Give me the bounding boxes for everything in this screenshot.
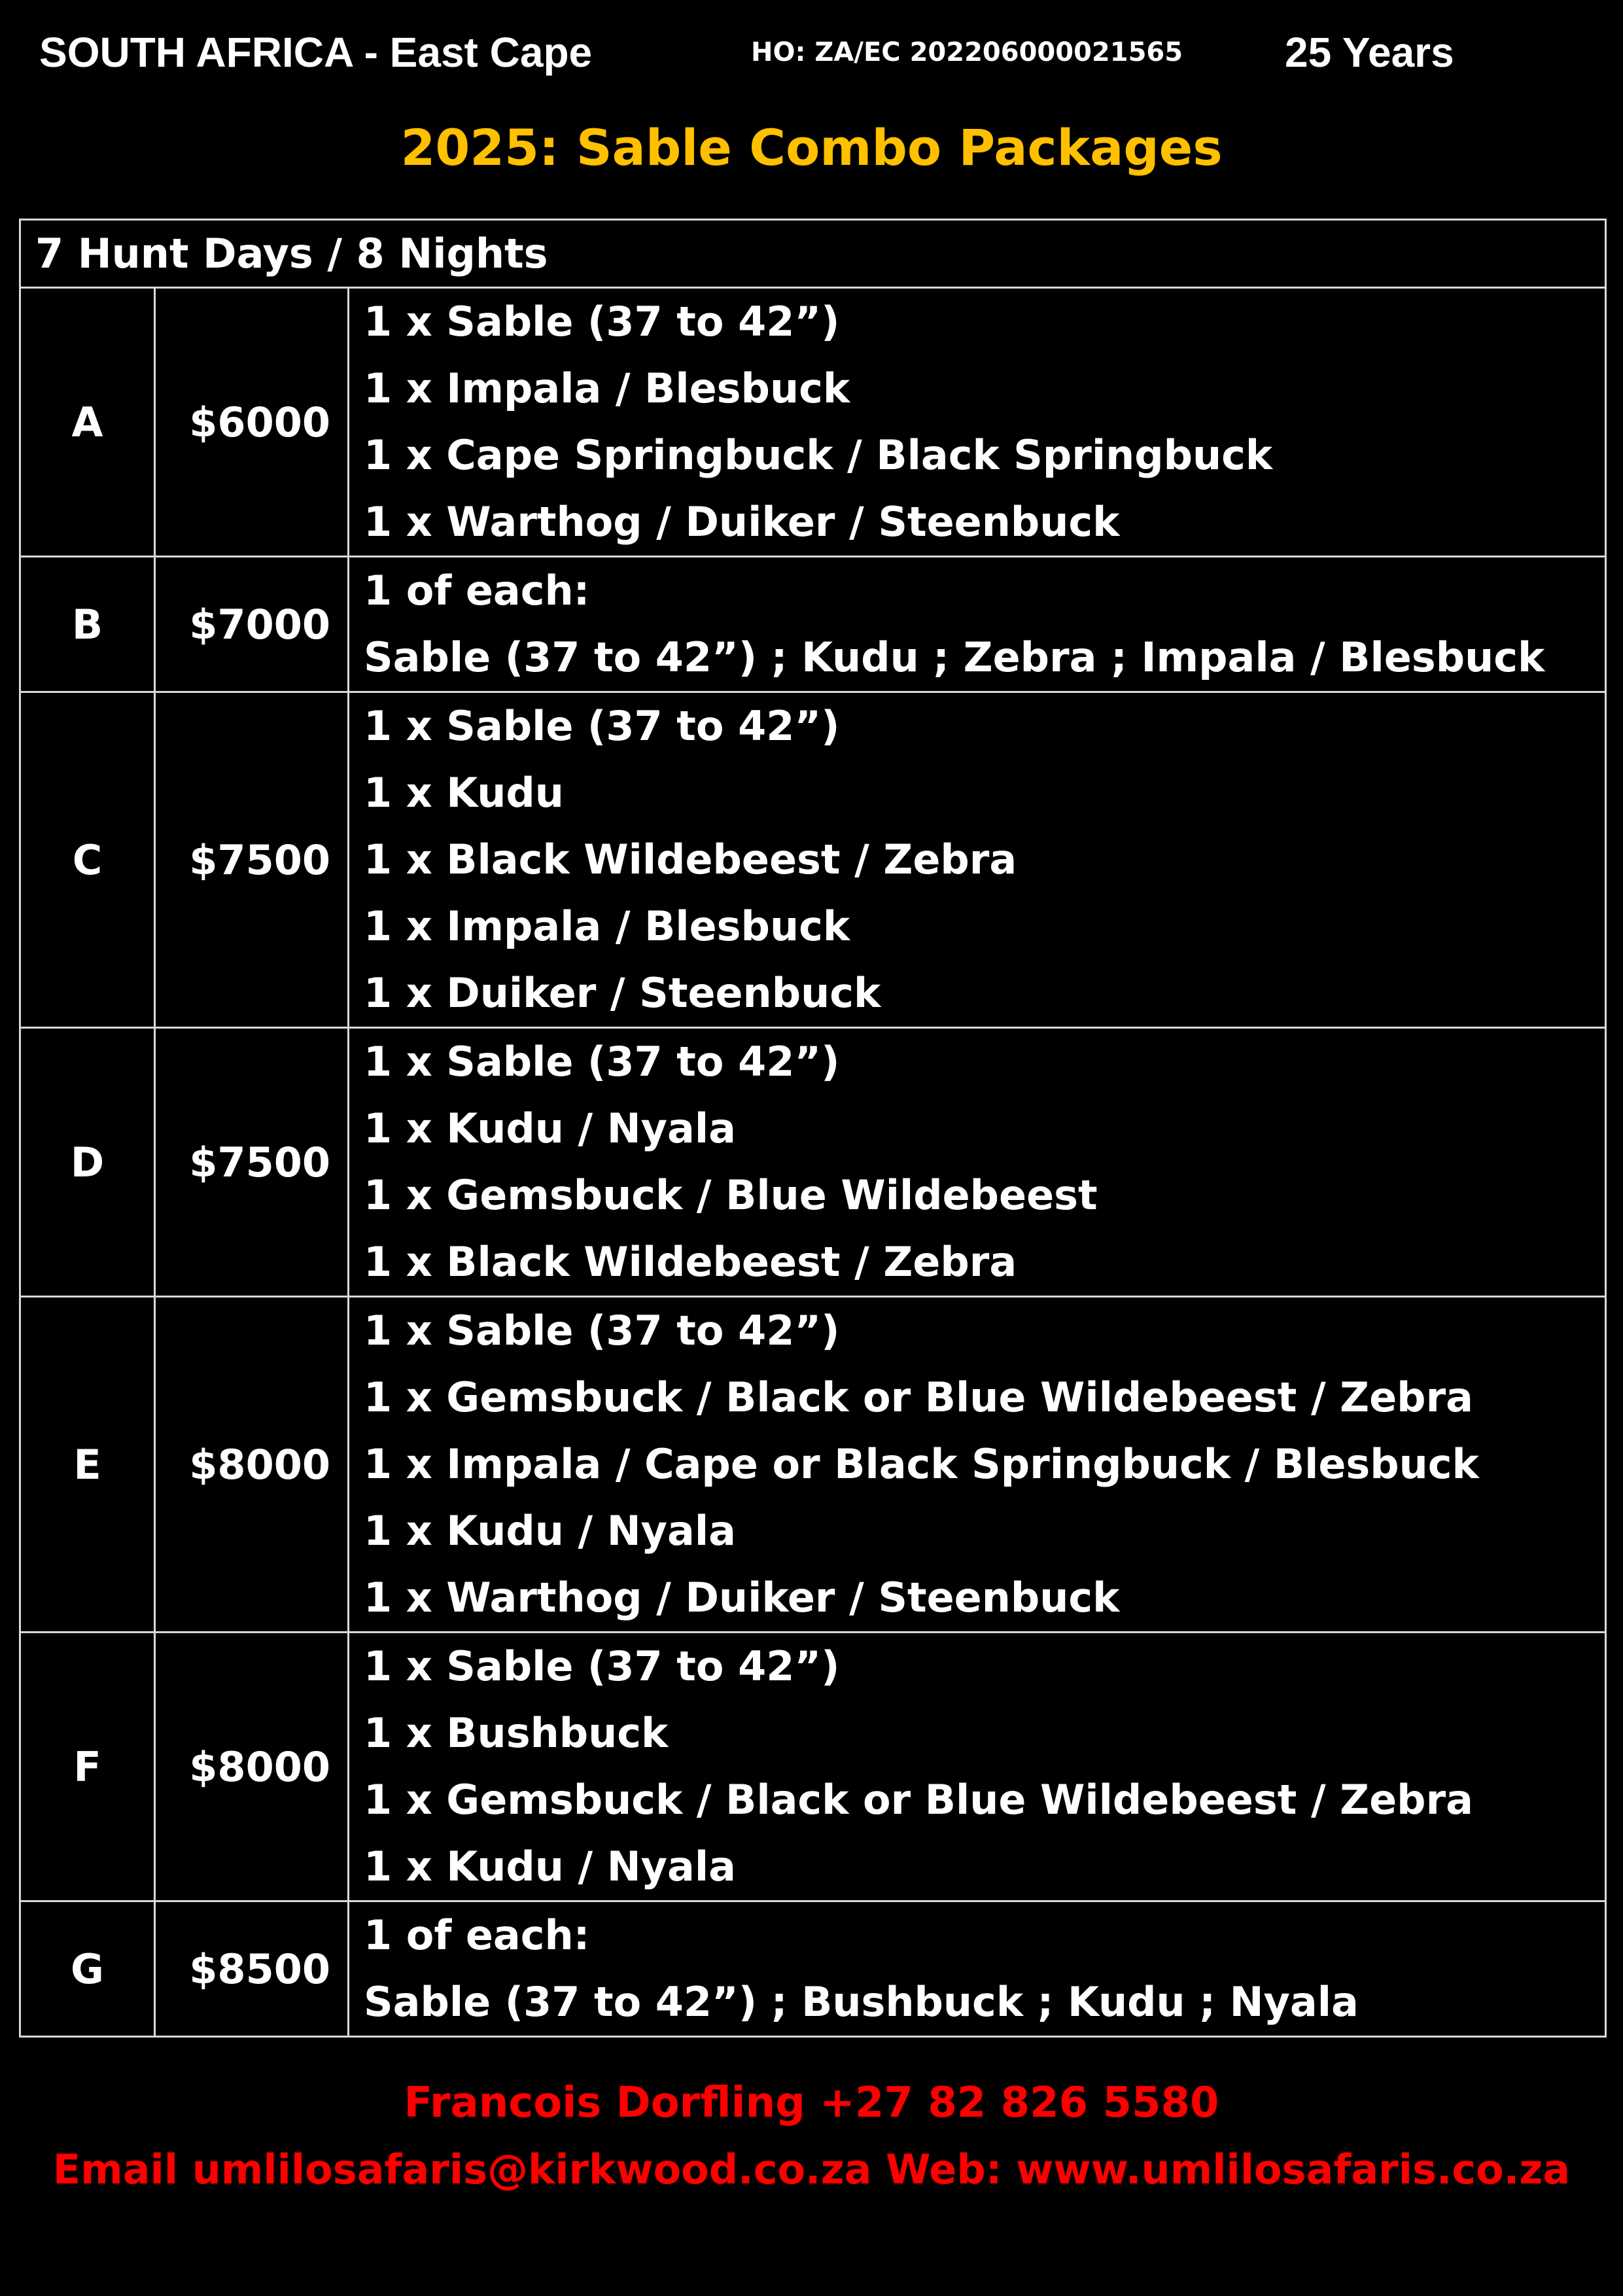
footer-email-web: Email umlilosafaris@kirkwood.co.za Web: www.umlilosafaris.co.za (52, 2146, 1571, 2193)
package-item-line: 1 x Impala / Blesbuck (364, 364, 850, 412)
package-item-line: Sable (37 to 42”) ; Bushbuck ; Kudu ; Nyala (364, 1978, 1359, 2026)
package-item-line: 1 x Warthog / Duiker / Steenbuck (364, 498, 1120, 546)
package-letter: C (20, 692, 155, 1028)
package-row (20, 1028, 1606, 1297)
package-item-line: 1 x Duiker / Steenbuck (364, 969, 881, 1017)
package-item-line: 1 x Sable (37 to 42”) (364, 1307, 840, 1354)
package-item-line: 1 x Kudu (364, 769, 564, 817)
package-item-line: 1 x Impala / Cape or Black Springbuck / Blesbuck (364, 1440, 1479, 1488)
package-item-line: 1 x Impala / Blesbuck (364, 902, 850, 950)
package-letter: B (20, 557, 155, 692)
package-items (349, 1028, 1606, 1297)
package-item-line: 1 x Gemsbuck / Blue Wildebeest (364, 1171, 1098, 1219)
duration-label: 7 Hunt Days / 8 Nights (20, 220, 1606, 288)
package-items (349, 557, 1606, 692)
package-items (349, 1297, 1606, 1633)
package-row (20, 1901, 1606, 2037)
page-title: 2025: Sable Combo Packages (400, 118, 1223, 177)
package-price: $7000 (155, 557, 349, 692)
package-letter: G (20, 1901, 155, 2037)
package-items (349, 1633, 1606, 1901)
package-item-line: 1 x Kudu / Nyala (364, 1104, 736, 1152)
package-price: $6000 (155, 288, 349, 557)
package-item-line: Sable (37 to 42”) ; Kudu ; Zebra ; Impala / Blesbuck (364, 633, 1545, 681)
region-label: SOUTH AFRICA - East Cape (39, 29, 593, 76)
footer-contact: Francois Dorfling +27 82 826 5580 (404, 2079, 1219, 2127)
package-price: $7500 (155, 692, 349, 1028)
package-item-line: 1 x Gemsbuck / Black or Blue Wildebeest / Zebra (364, 1373, 1473, 1421)
package-row (20, 557, 1606, 692)
package-item-line: 1 x Black Wildebeest / Zebra (364, 1238, 1017, 1286)
duration-row (20, 220, 1606, 288)
header (39, 26, 1596, 79)
package-price: $8000 (155, 1297, 349, 1633)
package-item-line: 1 x Kudu / Nyala (364, 1843, 736, 1890)
package-letter: F (20, 1633, 155, 1901)
package-letter: E (20, 1297, 155, 1633)
package-item-line: 1 of each: (364, 1911, 590, 1959)
package-item-line: 1 x Sable (37 to 42”) (364, 1038, 840, 1086)
package-item-line: 1 x Warthog / Duiker / Steenbuck (364, 1574, 1120, 1621)
package-item-line: 1 of each: (364, 567, 590, 614)
package-row (20, 1633, 1606, 1901)
package-price: $8000 (155, 1633, 349, 1901)
package-row (20, 692, 1606, 1028)
registration-number: HO: ZA/EC 202206000021565 (751, 37, 1183, 67)
package-item-line: 1 x Sable (37 to 42”) (364, 1642, 840, 1690)
package-item-line: 1 x Cape Springbuck / Black Springbuck (364, 431, 1273, 479)
package-item-line: 1 x Sable (37 to 42”) (364, 702, 840, 750)
package-item-line: 1 x Black Wildebeest / Zebra (364, 836, 1017, 883)
package-row (20, 288, 1606, 557)
package-letter: A (20, 288, 155, 557)
package-item-line: 1 x Bushbuck (364, 1709, 669, 1757)
package-price: $8500 (155, 1901, 349, 2037)
package-item-line: 1 x Gemsbuck / Black or Blue Wildebeest / Zebra (364, 1776, 1473, 1824)
package-items (349, 1901, 1606, 2037)
years-label: 25 Years (1285, 29, 1454, 76)
package-letter: D (20, 1028, 155, 1297)
package-items (349, 288, 1606, 557)
packages-table (19, 219, 1607, 2038)
package-row (20, 1297, 1606, 1633)
package-items (349, 692, 1606, 1028)
package-item-line: 1 x Kudu / Nyala (364, 1507, 736, 1555)
package-item-line: 1 x Sable (37 to 42”) (364, 298, 840, 345)
package-price: $7500 (155, 1028, 349, 1297)
